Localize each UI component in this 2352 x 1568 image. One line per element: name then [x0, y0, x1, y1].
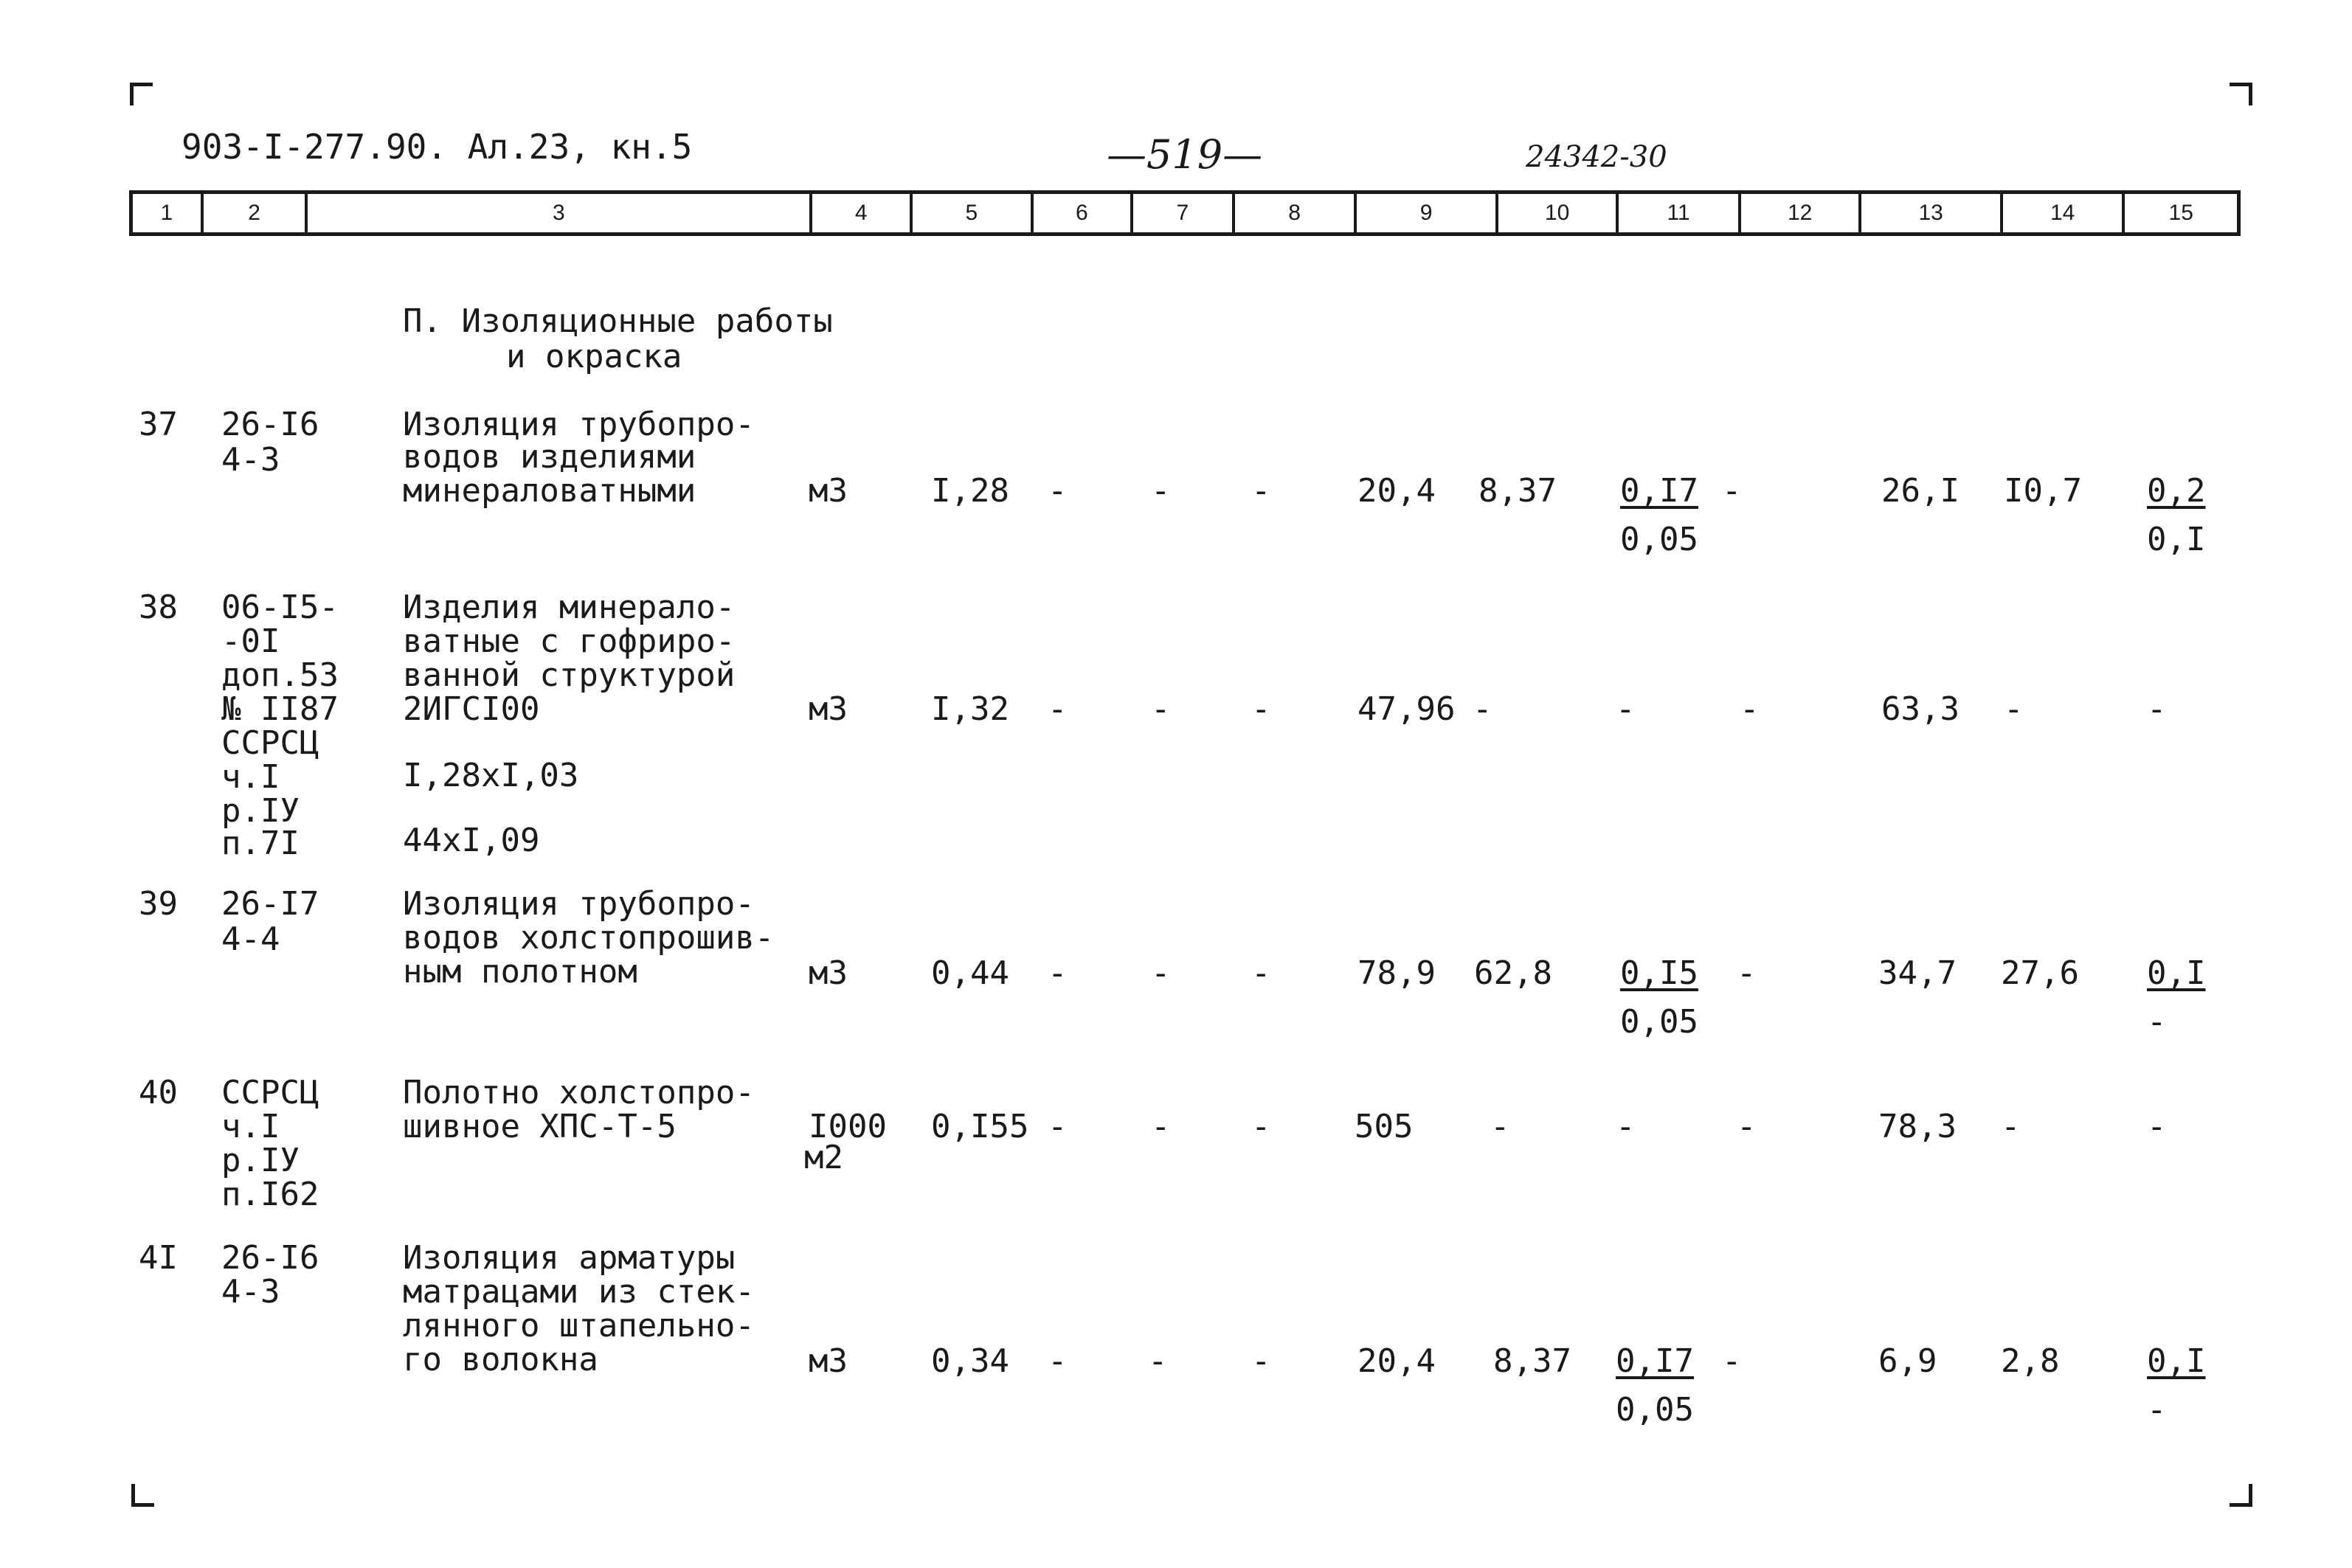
- corner-mark-bottom-right: [2230, 1484, 2252, 1507]
- cell-col11: -: [1616, 690, 1636, 728]
- cell-col7: -: [1151, 954, 1171, 992]
- row-number: 38: [139, 589, 178, 626]
- cell-col12: -: [1740, 690, 1760, 728]
- row-name: ванной структурой: [403, 656, 736, 694]
- cell-col15-top: 0,2: [2147, 472, 2206, 510]
- row-quantity: 0,44: [931, 954, 1009, 992]
- row-name: минераловатными: [403, 472, 696, 510]
- row-code: -0I: [221, 622, 280, 660]
- column-header: 7: [1130, 194, 1232, 232]
- cell-col11: -: [1616, 1108, 1636, 1145]
- row-name: Полотно холстопро-: [403, 1074, 755, 1111]
- row-code: ССРСЦ: [221, 724, 319, 762]
- cell-col15: -: [2147, 690, 2167, 728]
- cell-col14: 27,6: [2001, 954, 2079, 992]
- row-quantity: 0,34: [931, 1342, 1009, 1380]
- column-header: 13: [1858, 194, 1999, 232]
- cell-col7: -: [1151, 1108, 1171, 1145]
- cell-col8: -: [1251, 954, 1271, 992]
- cell-col12: -: [1722, 1342, 1742, 1380]
- row-code: 26-I6: [221, 406, 319, 443]
- cell-col15-top: 0,I: [2147, 1342, 2206, 1380]
- cell-col11-top: 0,I7: [1616, 1342, 1694, 1380]
- column-header: 4: [809, 194, 910, 232]
- cell-col6: -: [1048, 472, 1068, 510]
- row-name: шивное ХПС-Т-5: [403, 1108, 677, 1145]
- column-header: 8: [1232, 194, 1355, 232]
- cell-col11-top: 0,I7: [1620, 472, 1698, 510]
- page-number: —519—: [1107, 131, 1263, 178]
- cell-col7: -: [1148, 1342, 1168, 1380]
- row-name: Изоляция трубопро-: [403, 885, 755, 923]
- row-code: р.IУ: [221, 792, 300, 830]
- cell-col9: 20,4: [1357, 472, 1436, 510]
- row-number: 4I: [139, 1239, 178, 1277]
- row-code: 26-I7: [221, 885, 319, 923]
- row-name: матрацами из стек-: [403, 1273, 755, 1311]
- cell-col13: 63,3: [1881, 690, 1960, 728]
- row-unit: м3: [809, 690, 848, 728]
- cell-col10: -: [1473, 690, 1493, 728]
- cell-col13: 26,I: [1881, 472, 1960, 510]
- row-quantity: I,32: [931, 690, 1009, 728]
- cell-col14: I0,7: [2004, 472, 2082, 510]
- cell-col13: 78,3: [1878, 1108, 1957, 1145]
- cell-col7: -: [1151, 690, 1171, 728]
- cell-col14: 2,8: [2001, 1342, 2060, 1380]
- cell-col8: -: [1251, 472, 1271, 510]
- cell-col6: -: [1048, 1108, 1068, 1145]
- cell-col9: 505: [1355, 1108, 1414, 1145]
- corner-mark-top-left: [130, 83, 153, 105]
- row-name: водов холстопрошив-: [403, 919, 775, 957]
- column-header: 3: [305, 194, 809, 232]
- column-header: 6: [1031, 194, 1131, 232]
- row-name: лянного штапельно-: [403, 1307, 755, 1345]
- cell-col12: -: [1737, 954, 1757, 992]
- row-quantity: 0,I55: [931, 1108, 1029, 1145]
- row-name: водов изделиями: [403, 438, 696, 476]
- row-name: Изделия минерало-: [403, 589, 736, 626]
- cell-col9: 20,4: [1357, 1342, 1436, 1380]
- row-code: 4-3: [221, 1273, 280, 1311]
- column-header: 1: [160, 201, 173, 225]
- row-code: р.IУ: [221, 1142, 300, 1179]
- cell-col10: 8,37: [1493, 1342, 1571, 1380]
- row-unit: м3: [809, 472, 848, 510]
- cell-col6: -: [1048, 690, 1068, 728]
- row-unit: м3: [809, 1342, 848, 1380]
- row-code: 06-I5-: [221, 589, 339, 626]
- cell-col15-bottom: -: [2147, 1003, 2167, 1041]
- cell-col11-bottom: 0,05: [1620, 521, 1698, 558]
- cell-col15-bottom: 0,I: [2147, 521, 2206, 558]
- row-number: 40: [139, 1074, 178, 1111]
- row-code: 4-3: [221, 441, 280, 479]
- row-unit: I000: [809, 1108, 887, 1145]
- row-number: 37: [139, 406, 178, 443]
- cell-col14: -: [2001, 1108, 2021, 1145]
- row-code: № II87: [221, 690, 339, 728]
- section-subtitle: и окраска: [506, 338, 682, 375]
- row-number: 39: [139, 885, 178, 923]
- column-header: 14: [2000, 194, 2123, 232]
- row-name: Изоляция трубопро-: [403, 406, 755, 443]
- cell-col8: -: [1251, 1108, 1271, 1145]
- corner-mark-bottom-left: [131, 1484, 154, 1507]
- row-name: Изоляция арматуры: [403, 1239, 736, 1277]
- cell-col10: 8,37: [1478, 472, 1557, 510]
- column-header: 9: [1354, 194, 1495, 232]
- cell-col15-top: 0,I: [2147, 954, 2206, 992]
- row-calculation: I,28xI,03: [403, 757, 579, 794]
- archive-stamp: 24342-30: [1526, 140, 1667, 174]
- row-code: ССРСЦ: [221, 1074, 319, 1111]
- cell-col13: 34,7: [1878, 954, 1957, 992]
- column-header: 5: [910, 194, 1031, 232]
- row-calculation: 44xI,09: [403, 822, 540, 859]
- column-header-row: [129, 190, 2241, 236]
- row-quantity: I,28: [931, 472, 1009, 510]
- row-code: доп.53: [221, 656, 339, 694]
- cell-col8: -: [1251, 1342, 1271, 1380]
- row-name: 2ИГСI00: [403, 690, 540, 728]
- row-unit: м2: [804, 1139, 843, 1176]
- cell-col8: -: [1251, 690, 1271, 728]
- document-reference: 903-I-277.90. Ал.23, кн.5: [181, 127, 693, 167]
- cell-col7: -: [1151, 472, 1171, 510]
- row-unit: м3: [809, 954, 848, 992]
- column-header: 10: [1495, 194, 1616, 232]
- column-header: 15: [2122, 194, 2237, 232]
- row-name: го волокна: [403, 1341, 598, 1378]
- cell-col12: -: [1722, 472, 1742, 510]
- cell-col12: -: [1737, 1108, 1757, 1145]
- cell-col10: 62,8: [1474, 954, 1552, 992]
- cell-col11-top: 0,I5: [1620, 954, 1698, 992]
- row-code: ч.I: [221, 758, 280, 796]
- column-header: 2: [201, 194, 305, 232]
- row-code: п.I62: [221, 1176, 319, 1213]
- row-code: ч.I: [221, 1108, 280, 1145]
- cell-col11-bottom: 0,05: [1620, 1003, 1698, 1041]
- cell-col11-bottom: 0,05: [1616, 1391, 1694, 1429]
- column-header: 12: [1738, 194, 1859, 232]
- cell-col6: -: [1048, 1342, 1068, 1380]
- cell-col10: -: [1490, 1108, 1510, 1145]
- row-name: ватные с гофриро-: [403, 622, 736, 660]
- cell-col15-bottom: -: [2147, 1391, 2167, 1429]
- cell-col13: 6,9: [1878, 1342, 1937, 1380]
- row-code: 4-4: [221, 920, 280, 958]
- column-header: 11: [1616, 194, 1738, 232]
- row-code: 26-I6: [221, 1239, 319, 1277]
- row-code: п.7I: [221, 825, 300, 862]
- section-title: П. Изоляционные работы: [403, 302, 833, 340]
- cell-col6: -: [1048, 954, 1068, 992]
- corner-mark-top-right: [2230, 83, 2252, 105]
- cell-col9: 47,96: [1357, 690, 1456, 728]
- cell-col15: -: [2147, 1108, 2167, 1145]
- cell-col9: 78,9: [1357, 954, 1436, 992]
- cell-col14: -: [2004, 690, 2024, 728]
- row-name: ным полотном: [403, 953, 637, 991]
